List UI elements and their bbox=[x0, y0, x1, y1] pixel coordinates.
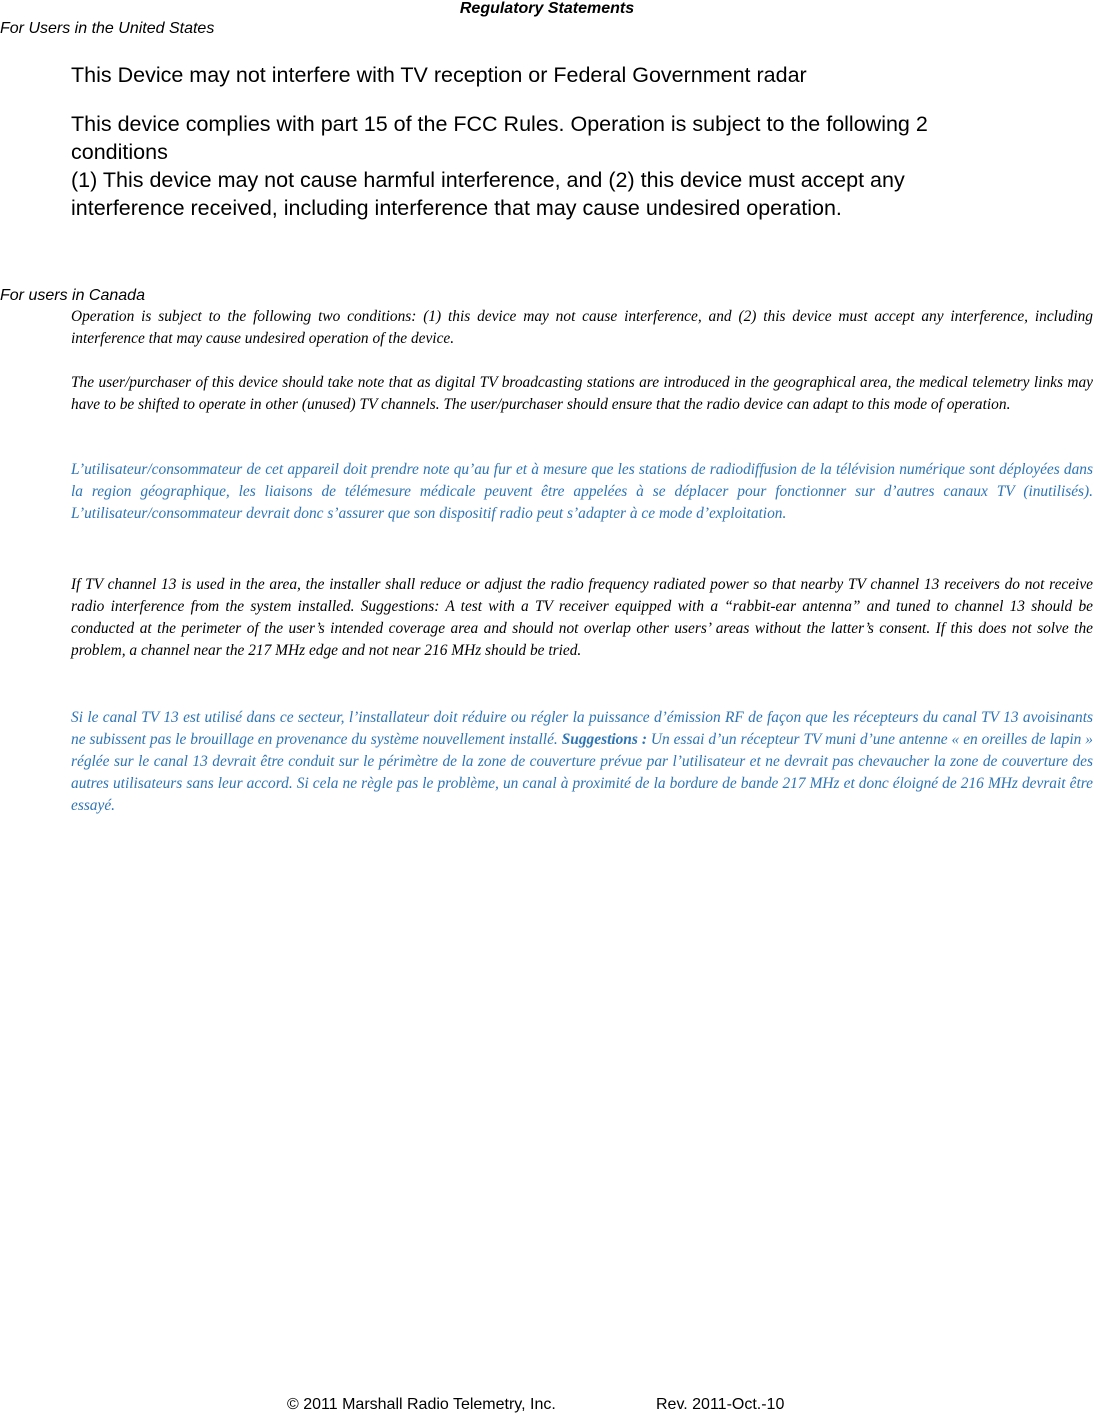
fcc-line-3: (1) This device may not cause harmful interference, and (2) this device must accept any bbox=[71, 168, 905, 192]
us-fcc-statement bbox=[71, 110, 1081, 222]
canada-channel-13-notice bbox=[71, 574, 1093, 662]
us-section-heading: For Users in the United States bbox=[0, 20, 215, 37]
canada-operation-conditions bbox=[71, 306, 1093, 350]
canada-paragraph-1: Operation is subject to the following two conditions: (1) this device may not cause interference, and (2) this device must accept any interference, including interference that may cause undesired operation of the device. bbox=[71, 308, 1093, 347]
fr-suggestions-label: Suggestions : bbox=[561, 731, 647, 748]
fcc-line-1: This device complies with part 15 of the FCC Rules. Operation is subject to the following 2 bbox=[71, 112, 928, 136]
canada-paragraph-2: The user/purchaser of this device should take note that as digital TV broadcasting stations are introduced in the geographical area, the medical telemetry links may have to be shifted to operate in other (unused) TV channels. The user/purchaser should ensure that the radio device can adapt to this mode of operation. bbox=[71, 374, 1093, 413]
footer-revision: Rev. 2011-Oct.-10 bbox=[656, 1396, 785, 1413]
fr-text-part-1: Si le canal TV 13 est utilisé dans ce secteur, l’installateur doit réduire ou régler la puissance d’émission RF de façon que les récepteurs du canal TV 13 avoisinants ne subissent pas le brouillage en provenance du système nouvellement installé. bbox=[71, 709, 1093, 748]
fcc-line-4: interference received, including interference that may cause undesired operation. bbox=[71, 196, 842, 220]
page-title: Regulatory Statements bbox=[459, 0, 635, 17]
canada-section-heading: For users in Canada bbox=[0, 287, 145, 304]
fcc-line-2: conditions bbox=[71, 140, 168, 164]
footer-copyright: © 2011 Marshall Radio Telemetry, Inc. bbox=[287, 1396, 556, 1413]
canada-digital-tv-notice-fr bbox=[71, 459, 1093, 525]
canada-paragraph-5-fr bbox=[71, 707, 1093, 817]
canada-paragraph-3-fr: L’utilisateur/consommateur de cet appareil doit prendre note qu’au fur et à mesure que les stations de radiodiffusion de la télévision numérique sont déployées dans la region géographique, les liaisons de télémesure médicale peuvent être appelées à se déplacer pour fonctionner sur d’autres canaux TV (inutilisés). L’utilisateur/consommateur devrait donc s’assurer que son dispositif radio peut s’adapter à ce mode d’exploitation. bbox=[71, 461, 1093, 522]
us-statement-tv-radar: This Device may not interfere with TV reception or Federal Government radar bbox=[71, 63, 807, 87]
canada-paragraph-4: If TV channel 13 is used in the area, the installer shall reduce or adjust the radio frequency radiated power so that nearby TV channel 13 receivers do not receive radio interference from the system installed. Suggestions: A test with a TV receiver equipped with a “rabbit-ear antenna” and tuned to channel 13 should be conducted at the perimeter of the user’s intended coverage area and should not overlap other users’ areas without the latter’s consent. If this does not solve the problem, a channel near the 217 MHz edge and not near 216 MHz should be tried. bbox=[71, 576, 1093, 659]
fr-text-part-2: Un essai d’un récepteur TV muni d’une antenne « en oreilles de lapin » réglée sur le canal 13 devrait être conduit sur le périmètre de la zone de couverture prévue par l’utilisateur et ne devrait pas chevaucher la zone de couverture des autres utilisateurs sans leur accord. Si cela ne règle pas le problème, un canal à proximité de la bordure de bande 217 MHz et donc éloigné de 216 MHz devrait être essayé. bbox=[71, 731, 1093, 814]
canada-channel-13-notice-fr bbox=[71, 707, 1093, 817]
canada-digital-tv-notice bbox=[71, 372, 1093, 416]
